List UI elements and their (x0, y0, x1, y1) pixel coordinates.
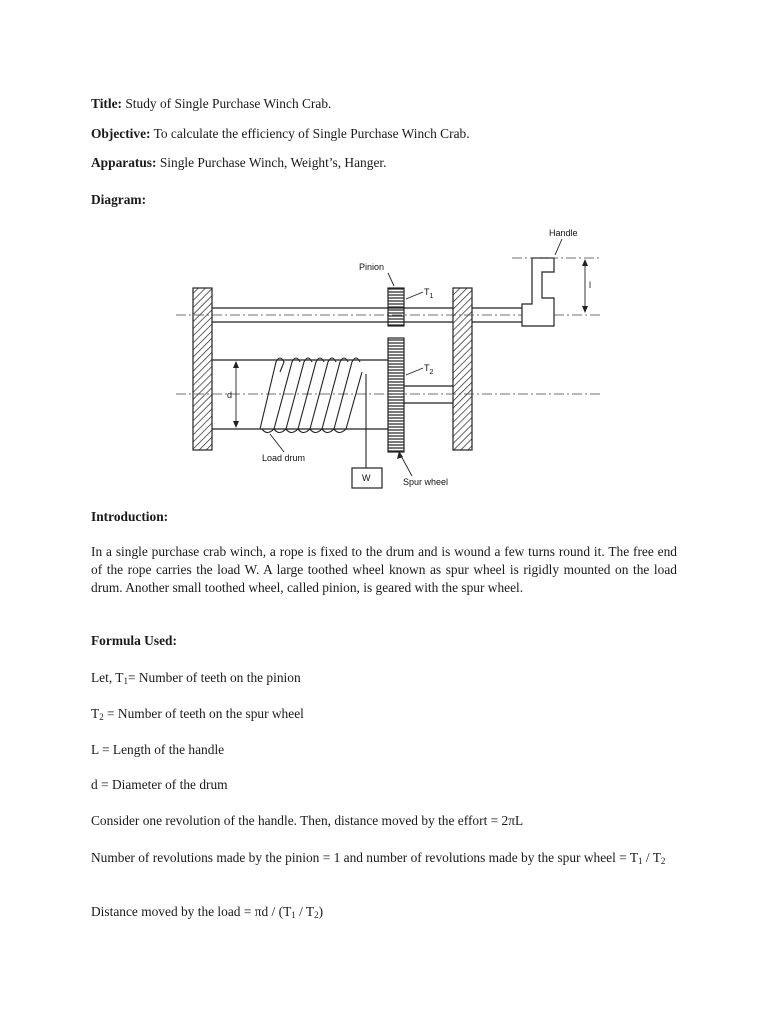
title-value: Study of Single Purchase Winch Crab. (125, 96, 332, 111)
objective-value: To calculate the efficiency of Single Purchase Winch Crab. (153, 126, 470, 141)
pinion-gear (388, 288, 404, 326)
apparatus-value: Single Purchase Winch, Weight’s, Hanger. (159, 155, 387, 170)
load-distance-line: Distance moved by the load = πd / $(T_1 / T_2)$ (91, 904, 324, 920)
spur-wheel-label: Spur wheel (403, 477, 449, 487)
t2-label: $T_2$ (424, 363, 434, 376)
t1-label: $T_1$ (424, 287, 434, 300)
apparatus-label: Apparatus: (91, 155, 157, 170)
spur-wheel (388, 338, 404, 452)
apparatus-line (91, 154, 677, 172)
introduction-text: In a single purchase crab winch, a rope is fixed to the drum and is wound a few turns round it. The free end of the rope carries the load W. A large toothed wheel known as spur wheel is rigidly mounted on the load drum. Another small toothed wheel, called pinion, is geared with the spur wheel. (91, 544, 677, 595)
left-frame (193, 288, 212, 450)
right-frame (453, 288, 472, 450)
formula-heading: Formula Used: (91, 633, 177, 648)
load-drum-label: Load drum (262, 453, 306, 463)
objective-line (91, 125, 677, 143)
title-label: Title: (91, 96, 122, 111)
handle-length-label: l (589, 280, 591, 290)
diagram-label: Diagram: (91, 192, 147, 207)
revolutions-line: Number of revolutions made by the pinion = 1 and number of revolutions made by the spur wheel = $T_1 / T_2$ (91, 850, 666, 866)
introduction-heading: Introduction: (91, 509, 169, 524)
drum-diameter-definition: d = Diameter of the drum (91, 777, 228, 792)
handle-label: Handle (549, 228, 578, 238)
rope-coil (260, 358, 362, 433)
title-line (91, 95, 677, 113)
diagram-heading (91, 191, 677, 209)
objective-label: Objective: (91, 126, 151, 141)
drum-diameter-label: d (227, 390, 233, 400)
t1-definition: Let, $T_1=$ Number of teeth on the pinion (91, 670, 301, 686)
t2-definition: $T_2$ = Number of teeth on the spur wheel (91, 706, 304, 722)
pinion-label: Pinion (359, 262, 385, 272)
handle-shape (522, 258, 554, 326)
weight-label: W (362, 473, 371, 483)
handle-length-definition: L = Length of the handle (91, 742, 225, 757)
winch-crab-diagram (172, 222, 607, 497)
effort-distance-line: Consider one revolution of the handle. Then, distance moved by the effort = 2πL (91, 813, 524, 828)
